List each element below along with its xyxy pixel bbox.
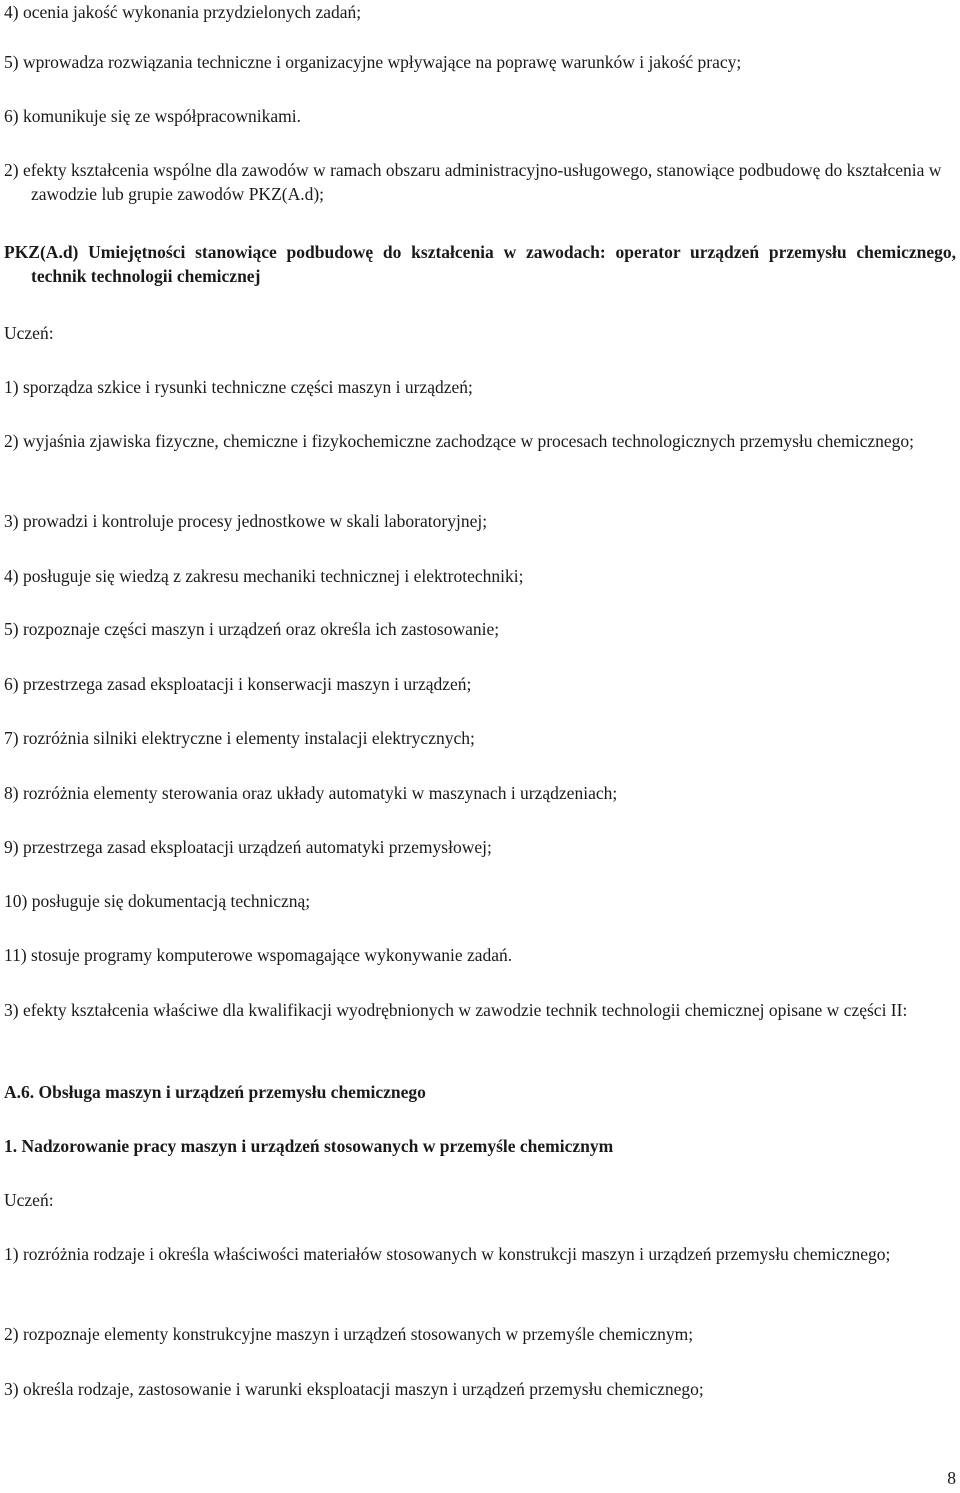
list-item: 2) wyjaśnia zjawiska fizyczne, chemiczne i fizykochemiczne zachodzące w procesach technologicznych przemysłu chemicznego; xyxy=(4,431,915,451)
subsection-heading: 1. Nadzorowanie pracy maszyn i urządzeń stosowanych w przemyśle chemicznym xyxy=(4,1136,614,1156)
uczen-label: Uczeń: xyxy=(4,323,54,343)
qualification-heading: A.6. Obsługa maszyn i urządzeń przemysłu chemicznego xyxy=(4,1082,426,1102)
list-item: 3) określa rodzaje, zastosowanie i warunki eksploatacji maszyn i urządzeń przemysłu chemicznego; xyxy=(4,1379,704,1399)
page-number: 8 xyxy=(947,1468,956,1488)
pkz-heading: PKZ(A.d) Umiejętności stanowiące podbudowę do kształcenia w zawodach: operator urządzeń przemysłu chemicznego, technik technologii chemicznej xyxy=(4,242,956,286)
list-item: 7) rozróżnia silniki elektryczne i elementy instalacji elektrycznych; xyxy=(4,728,475,748)
list-item: 8) rozróżnia elementy sterowania oraz układy automatyki w maszynach i urządzeniach; xyxy=(4,783,618,803)
section-3-paragraph: 3) efekty kształcenia właściwe dla kwalifikacji wyodrębnionych w zawodzie technik technologii chemicznej opisane w części II: xyxy=(4,1000,908,1020)
list-item: 9) przestrzega zasad eksploatacji urządzeń automatyki przemysłowej; xyxy=(4,837,492,857)
list-item: 1) sporządza szkice i rysunki techniczne części maszyn i urządzeń; xyxy=(4,377,473,397)
list-item: 5) wprowadza rozwiązania techniczne i organizacyjne wpływające na poprawę warunków i jakość pracy; xyxy=(4,52,742,72)
list-item: 4) posługuje się wiedzą z zakresu mechaniki technicznej i elektrotechniki; xyxy=(4,566,524,586)
list-item: 2) rozpoznaje elementy konstrukcyjne maszyn i urządzeń stosowanych w przemyśle chemicznym; xyxy=(4,1324,694,1344)
section-2-paragraph: 2) efekty kształcenia wspólne dla zawodów w ramach obszaru administracyjno-usługowego, stanowiące podbudowę do kształcenia w zawodzie lub grupie zawodów PKZ(A.d); xyxy=(4,160,942,204)
list-item: 10) posługuje się dokumentacją techniczną; xyxy=(4,891,311,911)
list-item: 5) rozpoznaje części maszyn i urządzeń oraz określa ich zastosowanie; xyxy=(4,619,500,639)
list-item: 3) prowadzi i kontroluje procesy jednostkowe w skali laboratoryjnej; xyxy=(4,511,488,531)
list-item: 6) komunikuje się ze współpracownikami. xyxy=(4,106,301,126)
list-item: 4) ocenia jakość wykonania przydzielonych zadań; xyxy=(4,2,362,22)
uczen-label: Uczeń: xyxy=(4,1190,54,1210)
list-item: 6) przestrzega zasad eksploatacji i konserwacji maszyn i urządzeń; xyxy=(4,674,472,694)
list-item: 11) stosuje programy komputerowe wspomagające wykonywanie zadań. xyxy=(4,945,513,965)
list-item: 1) rozróżnia rodzaje i określa właściwości materiałów stosowanych w konstrukcji maszyn i urządzeń przemysłu chemicznego; xyxy=(4,1244,891,1264)
